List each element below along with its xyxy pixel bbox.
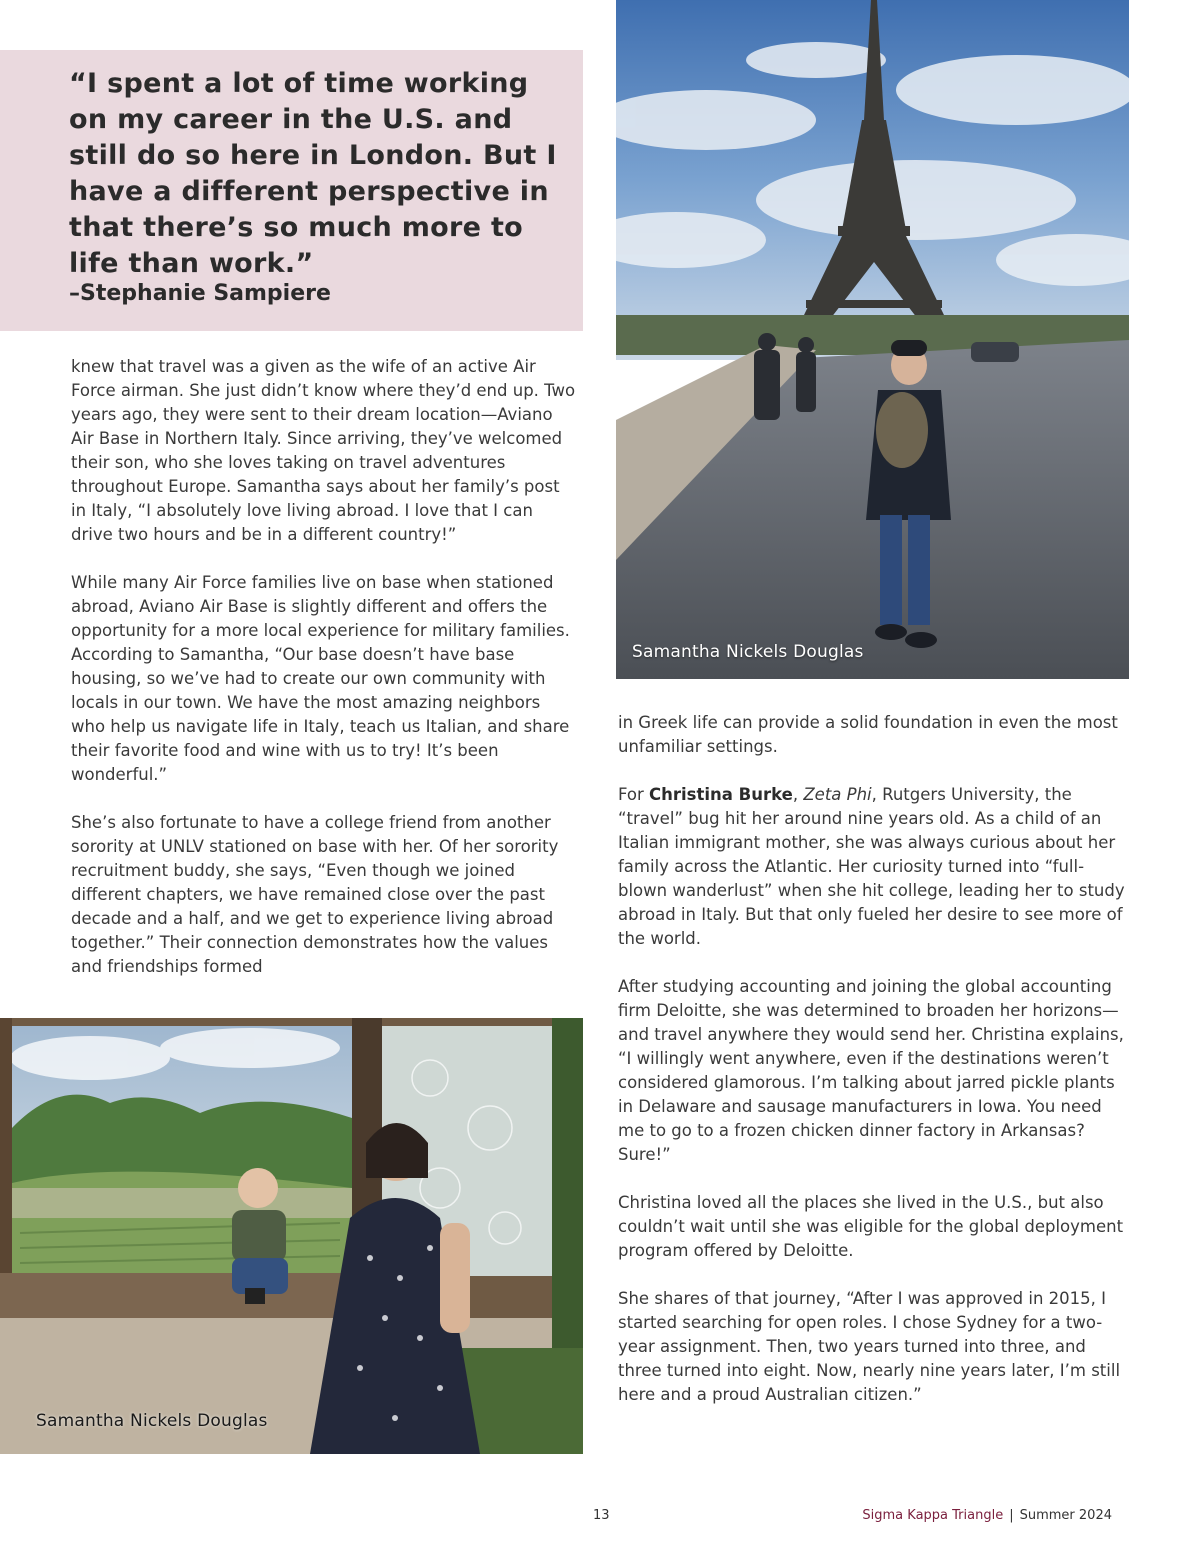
magazine-name: Sigma Kappa Triangle	[862, 1508, 1004, 1523]
photo-caption: Samantha Nickels Douglas	[632, 642, 864, 662]
paragraph: in Greek life can provide a solid foundation in even the most unfamiliar settings.	[618, 713, 1118, 756]
text-span: For	[618, 785, 650, 804]
pull-quote-box	[0, 50, 583, 331]
issue-label: Summer 2024	[1019, 1508, 1112, 1523]
paragraph: She’s also fortunate to have a college friend from another sorority at UNLV stationed on base with her. Of her sorority recruitment buddy, she says, “Even though we joined different chapters, we have remained close over the past decade and a half, and we get to experience living abroad together.” Their connection demonstrates how the values and friendships formed	[71, 813, 559, 976]
italy-vineyard-photo	[0, 1018, 583, 1454]
text-span: ,	[792, 785, 804, 804]
page-number: 13	[593, 1508, 610, 1523]
text-span: , Rutgers University, the “travel” bug hit her around nine years old. As a child of an Italian immigrant mother, she was always curious about her family across the Atlantic. Her curiosity turned into “full-blown wanderlust” when she hit college, leading her to study abroad in Italy. But that only fueled her desire to see more of the world.	[618, 785, 1125, 948]
pull-quote-attribution: –Stephanie Sampiere	[69, 281, 331, 306]
left-column	[71, 355, 576, 979]
chapter-name: Zeta Phi	[803, 785, 872, 804]
pull-quote-text: “I spent a lot of time working on my career in the U.S. and still do so here in London. But I have a different perspective in that there’s so much more to life than work.”	[69, 68, 557, 279]
paragraph: After studying accounting and joining the global accounting firm Deloitte, she was determined to broaden her horizons—and travel anywhere they would send her. Christina explains, “I willingly went anywhere, even if the destinations weren’t considered glamorous. I’m talking about jarred pickle plants in Delaware and sausage manufacturers in Iowa. You need me to go to a frozen chicken dinner factory in Arkansas? Sure!”	[618, 977, 1124, 1164]
paragraph: While many Air Force families live on base when stationed abroad, Aviano Air Base is slightly different and offers the opportunity for a more local experience for military families. According to Samantha, “Our base doesn’t have base housing, so we’ve had to create our own community with locals in our town. We have the most amazing neighbors who help us navigate life in Italy, teach us Italian, and share their favorite food and wine with us to try! It’s been wonderful.”	[71, 573, 570, 784]
eiffel-tower-photo	[616, 0, 1129, 679]
photo-caption: Samantha Nickels Douglas	[36, 1411, 268, 1431]
publication-footer	[862, 1508, 1112, 1523]
right-column	[618, 711, 1133, 1407]
person-name: Christina Burke	[649, 785, 793, 804]
paragraph: knew that travel was a given as the wife of an active Air Force airman. She just didn’t know where they’d end up. Two years ago, they were sent to their dream location—Aviano Air Base in Northern Italy. Since arriving, they’ve welcomed their son, who she loves taking on travel adventures throughout Europe. Samantha says about her family’s post in Italy, “I absolutely love living abroad. I love that I can drive two hours and be in a different country!”	[71, 357, 576, 544]
paragraph: Christina loved all the places she lived in the U.S., but also couldn’t wait until she was eligible for the global deployment program offered by Deloitte.	[618, 1193, 1124, 1260]
paragraph: She shares of that journey, “After I was approved in 2015, I started searching for open roles. I chose Sydney for a two-year assignment. Then, two years turned into three, and three turned into eight. Now, nearly nine years later, I’m still here and a proud Australian citizen.”	[618, 1289, 1121, 1404]
footer-separator: |	[1009, 1508, 1014, 1523]
paragraph	[618, 783, 1133, 951]
